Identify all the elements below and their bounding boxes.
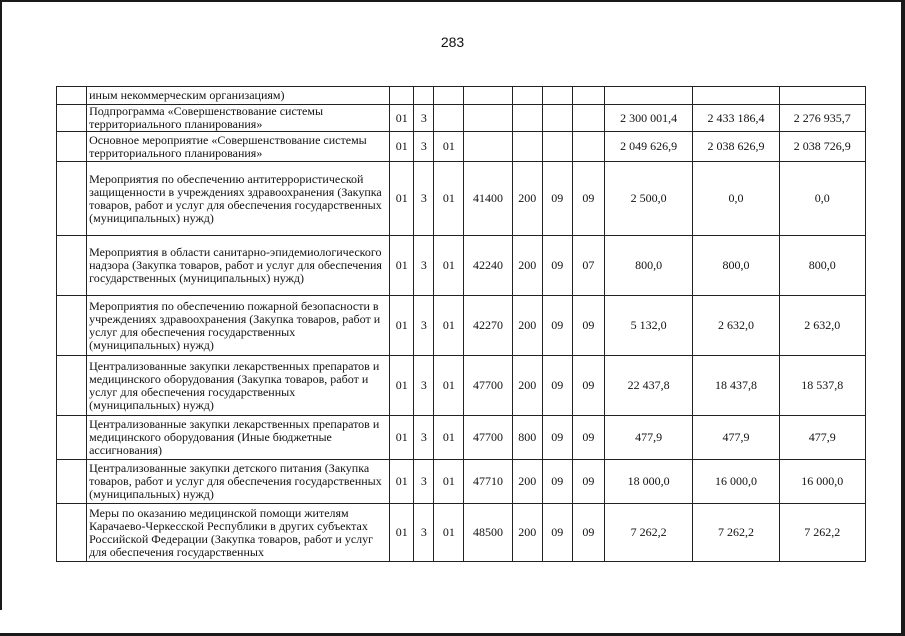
amount-year2-cell: 2 632,0 [693,296,779,356]
subsection-cell [572,132,604,162]
row-margin-cell [57,132,87,162]
subprogram-code-cell [414,87,434,105]
direction-code-cell: 42240 [464,236,512,296]
direction-code-cell [464,87,512,105]
scan-edge-left [0,0,2,610]
expense-type-cell [512,105,542,132]
budget-table [56,86,866,562]
activity-code-cell: 01 [434,236,464,296]
section-cell [542,87,572,105]
amount-year1-cell: 22 437,8 [604,356,692,416]
table-row [57,504,866,562]
amount-year2-cell: 0,0 [693,162,779,236]
amount-year2-cell: 2 433 186,4 [693,105,779,132]
table-row [57,87,866,105]
expense-type-cell: 200 [512,162,542,236]
row-margin-cell [57,236,87,296]
subsection-cell: 09 [572,356,604,416]
row-name-cell: Мероприятия по обеспечению пожарной безопасности в учреждениях здравоохранения (Закупка товаров, работ и услуг для обеспечения государственных (муниципальных) нужд) [87,296,390,356]
table-row [57,132,866,162]
row-name-cell: Меры по оказанию медицинской помощи жителям Карачаево-Черкесской Республики в других субъектах Российской Федерации (Закупка товаров, работ и услуг для обеспечения государственных [87,504,390,562]
amount-year1-cell [604,87,692,105]
row-margin-cell [57,460,87,504]
amount-year1-cell: 477,9 [604,416,692,460]
row-margin-cell [57,87,87,105]
program-code-cell: 01 [390,504,414,562]
amount-year3-cell: 477,9 [779,416,865,460]
program-code-cell: 01 [390,460,414,504]
subprogram-code-cell: 3 [414,460,434,504]
row-margin-cell [57,504,87,562]
activity-code-cell: 01 [434,416,464,460]
activity-code-cell: 01 [434,132,464,162]
table-row [57,460,866,504]
activity-code-cell: 01 [434,296,464,356]
row-name-cell: Централизованные закупки детского питания (Закупка товаров, работ и услуг для обеспечения государственных (муниципальных) нужд) [87,460,390,504]
section-cell: 09 [542,356,572,416]
subprogram-code-cell: 3 [414,296,434,356]
row-name-cell: иным некоммерческим организациям) [87,87,390,105]
amount-year3-cell: 16 000,0 [779,460,865,504]
direction-code-cell: 41400 [464,162,512,236]
row-margin-cell [57,296,87,356]
expense-type-cell: 200 [512,296,542,356]
amount-year3-cell: 2 632,0 [779,296,865,356]
amount-year1-cell: 18 000,0 [604,460,692,504]
amount-year1-cell: 2 049 626,9 [604,132,692,162]
subsection-cell [572,105,604,132]
subsection-cell: 09 [572,504,604,562]
table-row [57,356,866,416]
amount-year3-cell: 800,0 [779,236,865,296]
amount-year3-cell: 7 262,2 [779,504,865,562]
amount-year2-cell: 477,9 [693,416,779,460]
subsection-cell [572,87,604,105]
table-row [57,236,866,296]
subprogram-code-cell: 3 [414,416,434,460]
row-name-cell: Централизованные закупки лекарственных препаратов и медицинского оборудования (Иные бюджетные ассигнования) [87,416,390,460]
amount-year1-cell: 800,0 [604,236,692,296]
section-cell: 09 [542,504,572,562]
scan-edge-right [901,0,905,636]
amount-year1-cell: 5 132,0 [604,296,692,356]
table-row [57,105,866,132]
row-name-cell: Централизованные закупки лекарственных препаратов и медицинского оборудования (Закупка товаров, работ и услуг для обеспечения государственных (муниципальных) нужд) [87,356,390,416]
amount-year1-cell: 2 300 001,4 [604,105,692,132]
table-row [57,296,866,356]
amount-year1-cell: 2 500,0 [604,162,692,236]
subsection-cell: 09 [572,296,604,356]
section-cell [542,105,572,132]
subprogram-code-cell: 3 [414,504,434,562]
row-margin-cell [57,162,87,236]
expense-type-cell: 200 [512,504,542,562]
activity-code-cell [434,87,464,105]
expense-type-cell: 200 [512,460,542,504]
direction-code-cell: 47700 [464,416,512,460]
amount-year2-cell: 16 000,0 [693,460,779,504]
subsection-cell: 09 [572,162,604,236]
program-code-cell [390,87,414,105]
row-name-cell: Основное мероприятие «Совершенствование системы территориального планирования» [87,132,390,162]
program-code-cell: 01 [390,296,414,356]
amount-year3-cell: 18 537,8 [779,356,865,416]
subprogram-code-cell: 3 [414,132,434,162]
expense-type-cell [512,87,542,105]
row-margin-cell [57,356,87,416]
table-row [57,416,866,460]
section-cell: 09 [542,460,572,504]
section-cell: 09 [542,296,572,356]
amount-year3-cell [779,87,865,105]
amount-year3-cell: 2 276 935,7 [779,105,865,132]
program-code-cell: 01 [390,105,414,132]
expense-type-cell: 200 [512,356,542,416]
row-name-cell: Мероприятия по обеспечению антитеррористической защищенности в учреждениях здравоохранения (Закупка товаров, работ и услуг для обеспечения государственных (муниципальных) нужд) [87,162,390,236]
program-code-cell: 01 [390,416,414,460]
direction-code-cell [464,105,512,132]
table-row [57,162,866,236]
row-margin-cell [57,416,87,460]
program-code-cell: 01 [390,236,414,296]
subsection-cell: 09 [572,460,604,504]
amount-year2-cell: 2 038 626,9 [693,132,779,162]
section-cell [542,132,572,162]
row-name-cell: Мероприятия в области санитарно-эпидемиологического надзора (Закупка товаров, работ и услуг для обеспечения государственных (муниципальных) нужд) [87,236,390,296]
program-code-cell: 01 [390,132,414,162]
amount-year1-cell: 7 262,2 [604,504,692,562]
amount-year3-cell: 2 038 726,9 [779,132,865,162]
program-code-cell: 01 [390,356,414,416]
activity-code-cell: 01 [434,504,464,562]
direction-code-cell: 48500 [464,504,512,562]
direction-code-cell [464,132,512,162]
activity-code-cell [434,105,464,132]
section-cell: 09 [542,162,572,236]
subprogram-code-cell: 3 [414,105,434,132]
subsection-cell: 07 [572,236,604,296]
expense-type-cell: 200 [512,236,542,296]
table-body [57,87,866,562]
direction-code-cell: 42270 [464,296,512,356]
section-cell: 09 [542,236,572,296]
amount-year2-cell: 800,0 [693,236,779,296]
activity-code-cell: 01 [434,162,464,236]
subprogram-code-cell: 3 [414,236,434,296]
amount-year2-cell: 18 437,8 [693,356,779,416]
direction-code-cell: 47700 [464,356,512,416]
amount-year3-cell: 0,0 [779,162,865,236]
page-number: 283 [440,34,465,50]
activity-code-cell: 01 [434,460,464,504]
expense-type-cell [512,132,542,162]
section-cell: 09 [542,416,572,460]
subprogram-code-cell: 3 [414,162,434,236]
row-name-cell: Подпрограмма «Совершенствование системы территориального планирования» [87,105,390,132]
amount-year2-cell: 7 262,2 [693,504,779,562]
scan-edge-top [0,0,905,2]
expense-type-cell: 800 [512,416,542,460]
row-margin-cell [57,105,87,132]
amount-year2-cell [693,87,779,105]
activity-code-cell: 01 [434,356,464,416]
program-code-cell: 01 [390,162,414,236]
subsection-cell: 09 [572,416,604,460]
direction-code-cell: 47710 [464,460,512,504]
subprogram-code-cell: 3 [414,356,434,416]
